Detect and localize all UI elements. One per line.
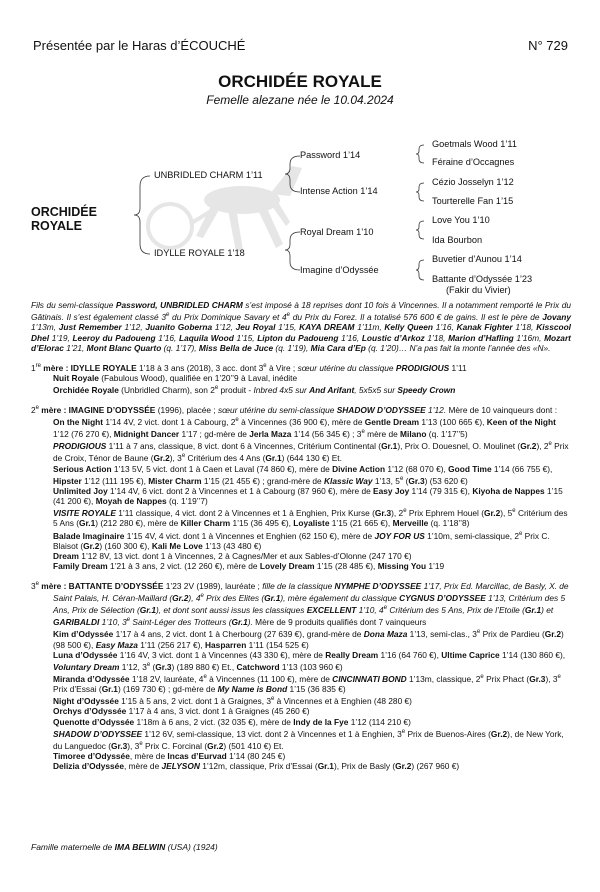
first-dam-section bbox=[31, 361, 571, 395]
catalogue-text bbox=[31, 300, 571, 771]
pedigree-dds: Buvetier d’Aunou 1’14 bbox=[432, 254, 522, 264]
produce-entry: SHADOW D’ODYSSEE 1’12 6V, semi-classique, 13 vict. dont 2 à Vincennes et 1 à Enghien, 3e Prix de Buenos-Aires (Gr.2), de New York, du Languedoc (Gr.3), 3e Prix C. Forcinal (Gr.2) (501 410 €) Et. bbox=[53, 728, 564, 751]
produce-entry: Orchidée Royale (Unbridled Charm), son 2e produit - Inbred 4x5 sur And Arifant, 5x5x5 sur Speedy Crown bbox=[53, 385, 456, 396]
produce-entry: Dream 1’12 8V, 13 vict. dont 1 à Vincennes, 2 à Cagnes/Mer et aux Sables-d’Olonne (247 170 €) bbox=[53, 550, 412, 561]
produce-entry: VISITE ROYALE 1’11 classique, 4 vict. dont 2 à Vincennes et 1 à Enghien, Prix Kurse (Gr.3), 2e Prix Ephrem Houel (Gr.2), 5e Critérium des 5 Ans (Gr.1) (212 280 €), mère de Killer Charm 1’15 (36 495 €), Loyaliste 1’15 (21 665 €), Merveille (q. 1’18’’8) bbox=[53, 508, 568, 529]
pedigree-sire-sire: Password 1’14 bbox=[300, 150, 361, 160]
dam-heading: 3e mère : BATTANTE D’ODYSSÉE 1’23 2V (1989), lauréate ; fille de la classique NYMPHE D’ODYSSEE 1’17, Prix Ed. Marcillac, de Basly, X. de Saint Palais, H. Céran-Maillard (Gr.2), 4e Prix des Elites (Gr.1), mère également du classique CYGNUS D’ODYSSEE 1’13, Critérium des 5 Ans, Prix de Sélection (Gr.1), et dont sont aussi issus les classiques EXCELLENT 1’10, 4e Critérium des 5 Ans, Prix de l’Etoile (Gr.1) et GARIBALDI 1’10, 3e Saint-Léger des Trotteurs (Gr.1). Mère de 9 produits qualifiés dont 7 vainqueurs bbox=[31, 581, 569, 628]
produce-entry: PRODIGIOUS 1’11 à 7 ans, classique, 8 vict. dont 6 à Vincennes, Critérium Continental (Gr.1), Prix O. Douesnel, O. Moulinet (Gr.2), 2e Prix de Croix, Ténor de Baune (Gr.2), 3e Critérium des 4 Ans (Gr.1) (644 130 €) Et. bbox=[53, 441, 569, 464]
pedigree-sss: Goetmals Wood 1’11 bbox=[432, 139, 517, 149]
lot-number: N° 729 bbox=[528, 38, 568, 53]
sire-paragraph: Fils du semi-classique Password, UNBRIDLED CHARM s’est imposé à 18 reprises dont 10 fois à Vincennes. Il a notamment remporté le Prix du Gâtinais. Il s’est également classé 3e du Prix Dominique Savary et 4e du Prix du Forez. Il a totalisé 576 600 € de gains. Il est le père de Jovany 1’13m, Just Remember 1’12, Juanito Goberna 1’12, Jeu Royal 1’15, KAYA DREAM 1’11m, Kelly Queen 1’16, Kanak Fighter 1’18, Kisscool Dhel 1’19, Leeroy du Padoueng 1’16, Laquila Wood 1’15, Lipton du Padoueng 1’16, Loustic d’Arkoz 1’18, Marion d’Hafling 1’16m, Mozart d’Elorac 1’21, Mont Blanc Quarto (q. 1’17), Miss Bella de Juce (q. 1’19), Mia Cara d’Ep (q. 1’20)… N’a pas fait la monte l’année des «N». bbox=[31, 300, 572, 353]
pedigree-ddd-sire: (Fakir du Vivier) bbox=[446, 285, 511, 295]
produce-entry: Timoree d’Odyssée, mère de Incas d’Eurvad 1’14 (80 245 €) bbox=[53, 750, 286, 761]
pedigree-sire: UNBRIDLED CHARM 1’11 bbox=[154, 170, 263, 180]
produce-entry: Luna d’Odyssée 1’16 4V, 3 vict. dont 1 à Vincennes (43 330 €), mère de Really Dream 1’16 (64 760 €), Ultime Caprice 1’14 (130 860 €), Voluntary Dream 1’12, 3e (Gr.3) (189 880 €) Et., Catchword 1’13 (103 960 €) bbox=[53, 649, 566, 672]
pedigree-sdd: Tourterelle Fan 1’15 bbox=[432, 196, 514, 206]
produce-entry: Serious Action 1’13 5V, 5 vict. dont 1 à Caen et Laval (74 860 €), mère de Divine Action 1’12 (68 070 €), Good Time 1’14 (66 755 €), Hipster 1’12 (111 195 €), Mister Charm 1’15 (21 455 €) ; grand-mère de Klassic Way 1’13, 5e (Gr.3) (53 620 €) bbox=[53, 463, 553, 486]
consignor: Présentée par le Haras d’ÉCOUCHÉ bbox=[33, 38, 246, 53]
pedigree-ddd: Battante d’Odyssée 1’23 bbox=[432, 274, 533, 284]
pedigree-dss: Love You 1’10 bbox=[432, 215, 490, 225]
pedigree-dam-dam: Imagine d’Odyssée bbox=[300, 265, 379, 275]
maternal-family-note: Famille maternelle de IMA BELWIN (USA) (1924) bbox=[31, 842, 218, 852]
pedigree-dam: IDYLLE ROYALE 1’18 bbox=[154, 248, 245, 258]
pedigree-sire-dam: Intense Action 1’14 bbox=[300, 186, 378, 196]
produce-entry: Night d’Odyssée 1’15 à 5 ans, 2 vict. dont 1 à Graignes, 3e à Vincennes et à Enghien (48 280 €) bbox=[53, 696, 412, 707]
pedigree-ssd: Féraine d’Occagnes bbox=[432, 157, 515, 167]
dam-heading: 2e mère : IMAGINE D’ODYSSÉE (1996), placée ; sœur utérine du semi-classique SHADOW D’ODYSSEE 1’12. Mère de 10 vainqueurs dont : bbox=[31, 405, 558, 416]
produce-entry: Quenotte d’Odyssée 1’18m à 6 ans, 2 vict. (32 035 €), mère de Indy de la Fye 1’12 (114 210 €) bbox=[53, 716, 411, 727]
horse-description: Femelle alezane née le 10.04.2024 bbox=[206, 93, 394, 107]
produce-entry: Nuit Royale (Fabulous Wood), qualifiée en 1’20’’9 à Laval, inédite bbox=[53, 373, 298, 384]
pedigree-horse-name: ORCHIDÉE ROYALE bbox=[31, 205, 97, 233]
produce-entry: Miranda d’Odyssée 1’18 2V, lauréate, 4e à Vincennes (11 100 €), mère de CINCINNATI BOND 1’13m, classique, 2e Prix Phact (Gr.3), 3e Prix d’Essai (Gr.1) (169 730 €) ; gd-mère de My Name is Bond 1’15 (36 835 €) bbox=[53, 673, 561, 695]
produce-entry: Unlimited Joy 1’14 4V, 6 vict. dont 2 à Vincennes et 1 à Cabourg (87 960 €), mère de Easy Joy 1’14 (79 315 €), Kiyoha de Nappes 1’15 (41 200 €), Moyah de Nappes (q. 1’19’’7) bbox=[53, 485, 563, 507]
pedigree-sds: Cézio Josselyn 1’12 bbox=[432, 177, 514, 187]
produce-entry: Kim d’Odyssée 1’17 à 4 ans, 2 vict. dont 1 à Cherbourg (27 639 €), grand-mère de Dona Maza 1’13, semi-clas., 3e Prix de Pardieu (Gr.2) (98 500 €), Easy Maza 1’11 (256 217 €), Hasparren 1’11 (154 525 €) bbox=[53, 629, 564, 650]
produce-entry: On the Night 1’14 4V, 2 vict. dont 1 à Cabourg, 2e à Vincennes (36 900 €), mère de Gentle Dream 1’13 (100 665 €), Keen of the Night 1’12 (76 270 €), Midnight Dancer 1’17 ; gd-mère de Jerla Maza 1’14 (56 345 €) ; 3e mère de Milano (q. 1’17’’5) bbox=[53, 417, 556, 440]
produce-entry: Delizia d’Odyssée, mère de JELYSON 1’12m, classique, Prix d’Essai (Gr.1), Prix de Basly (Gr.2) (267 960 €) bbox=[53, 761, 460, 772]
third-dam-section bbox=[31, 579, 571, 771]
pedigree-dam-sire: Royal Dream 1’10 bbox=[300, 227, 374, 237]
produce-entry: Balade Imaginaire 1’15 4V, 4 vict. dont 1 à Vincennes et Enghien (62 150 €), mère de JOY FOR US 1’10m, semi-classique, 2e Prix C. Blaisot (Gr.2) (160 300 €), Kali Me Love 1’13 (43 480 €) bbox=[53, 530, 550, 551]
produce-entry: Family Dream 1’21 à 3 ans, 2 vict. (12 260 €), mère de Lovely Dream 1’15 (28 485 €), Missing You 1’19 bbox=[53, 561, 445, 572]
produce-entry: Orchys d’Odyssée 1’17 à 4 ans, 3 vict. dont 1 à Graignes (45 260 €) bbox=[53, 706, 310, 717]
dam-heading: 1re mère : IDYLLE ROYALE 1’18 à 3 ans (2018), 3 acc. dont 3e à Vire ; sœur utérine du classique PRODIGIOUS 1’11 bbox=[31, 362, 467, 373]
horse-name-title: ORCHIDÉE ROYALE bbox=[218, 72, 382, 91]
second-dam-section bbox=[31, 403, 571, 571]
pedigree-dsd: Ida Bourbon bbox=[432, 235, 483, 245]
